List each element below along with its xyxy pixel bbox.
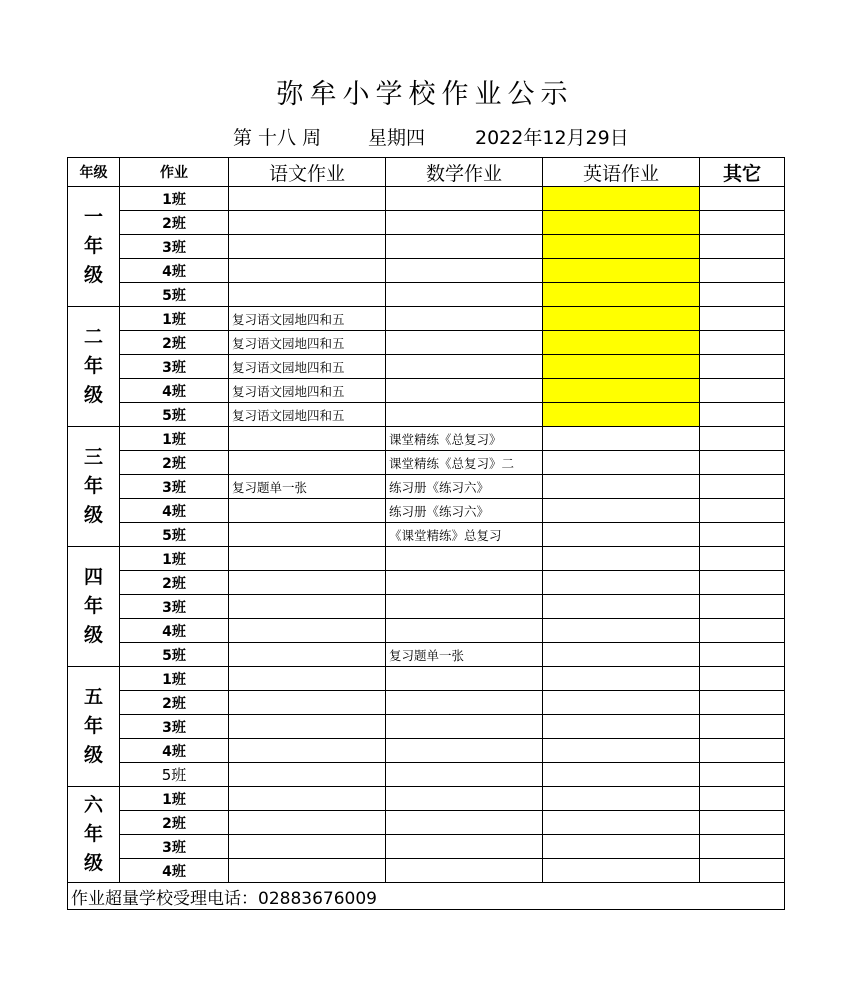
table-row	[68, 451, 785, 475]
other-homework-cell	[700, 619, 785, 643]
math-homework-cell: 《课堂精练》总复习	[386, 523, 543, 547]
chinese-homework-cell	[229, 811, 386, 835]
english-homework-cell	[543, 355, 700, 379]
math-homework-cell	[386, 811, 543, 835]
math-homework-cell	[386, 571, 543, 595]
table-row	[68, 643, 785, 667]
other-homework-cell	[700, 475, 785, 499]
class-cell: 3班	[120, 835, 229, 859]
table-row	[68, 523, 785, 547]
chinese-homework-cell: 复习题单一张	[229, 475, 386, 499]
english-homework-cell	[543, 643, 700, 667]
chinese-homework-cell	[229, 691, 386, 715]
english-homework-cell	[543, 523, 700, 547]
other-homework-cell	[700, 547, 785, 571]
table-row	[68, 331, 785, 355]
other-homework-cell	[700, 379, 785, 403]
class-cell: 4班	[120, 379, 229, 403]
english-homework-cell	[543, 427, 700, 451]
chinese-homework-cell	[229, 235, 386, 259]
class-cell: 1班	[120, 667, 229, 691]
english-homework-cell	[543, 187, 700, 211]
english-homework-cell	[543, 235, 700, 259]
class-cell: 1班	[120, 787, 229, 811]
math-homework-cell	[386, 691, 543, 715]
grade-label-char: 级	[83, 264, 103, 286]
other-homework-cell	[700, 211, 785, 235]
class-cell: 2班	[120, 211, 229, 235]
header-grade: 年级	[68, 158, 120, 187]
chinese-homework-cell	[229, 619, 386, 643]
math-homework-cell	[386, 763, 543, 787]
other-homework-cell	[700, 691, 785, 715]
complaint-hotline: 作业超量学校受理电话：02883676009	[68, 883, 785, 910]
grade-label-char: 二	[83, 326, 103, 348]
table-row	[68, 835, 785, 859]
table-row	[68, 379, 785, 403]
table-row	[68, 571, 785, 595]
math-homework-cell	[386, 307, 543, 331]
class-cell: 5班	[120, 283, 229, 307]
chinese-homework-cell	[229, 787, 386, 811]
table-row	[68, 211, 785, 235]
math-homework-cell	[386, 403, 543, 427]
class-cell: 2班	[120, 691, 229, 715]
grade-label-char: 年	[83, 475, 103, 497]
math-homework-cell	[386, 235, 543, 259]
english-homework-cell	[543, 763, 700, 787]
math-homework-cell	[386, 667, 543, 691]
chinese-homework-cell	[229, 523, 386, 547]
table-row	[68, 859, 785, 883]
table-row	[68, 259, 785, 283]
table-row	[68, 547, 785, 571]
other-homework-cell	[700, 739, 785, 763]
chinese-homework-cell	[229, 835, 386, 859]
chinese-homework-cell: 复习语文园地四和五	[229, 403, 386, 427]
class-cell: 5班	[120, 403, 229, 427]
chinese-homework-cell: 复习语文园地四和五	[229, 307, 386, 331]
chinese-homework-cell	[229, 547, 386, 571]
english-homework-cell	[543, 259, 700, 283]
weekday-label: 星期四	[368, 127, 426, 149]
other-homework-cell	[700, 259, 785, 283]
class-cell: 2班	[120, 571, 229, 595]
math-homework-cell	[386, 835, 543, 859]
grade-label-char: 年	[83, 235, 103, 257]
table-row	[68, 667, 785, 691]
grade-label-char: 级	[83, 384, 103, 406]
math-homework-cell	[386, 283, 543, 307]
table-row	[68, 739, 785, 763]
grade-label-char: 五	[83, 686, 103, 708]
table-row	[68, 235, 785, 259]
math-homework-cell	[386, 259, 543, 283]
chinese-homework-cell: 复习语文园地四和五	[229, 379, 386, 403]
english-homework-cell	[543, 403, 700, 427]
grade-label-char: 年	[83, 595, 103, 617]
grade-label-char: 年	[83, 355, 103, 377]
class-cell: 4班	[120, 859, 229, 883]
chinese-homework-cell	[229, 667, 386, 691]
english-homework-cell	[543, 811, 700, 835]
class-cell: 3班	[120, 595, 229, 619]
grade-label	[68, 187, 120, 307]
table-row	[68, 427, 785, 451]
table-row	[68, 595, 785, 619]
english-homework-cell	[543, 859, 700, 883]
header-row	[68, 158, 785, 187]
english-homework-cell	[543, 787, 700, 811]
math-homework-cell: 练习册《练习六》	[386, 475, 543, 499]
grade-label	[68, 667, 120, 787]
chinese-homework-cell	[229, 595, 386, 619]
other-homework-cell	[700, 763, 785, 787]
chinese-homework-cell: 复习语文园地四和五	[229, 331, 386, 355]
class-cell: 3班	[120, 715, 229, 739]
class-cell: 3班	[120, 475, 229, 499]
table-row	[68, 499, 785, 523]
other-homework-cell	[700, 859, 785, 883]
chinese-homework-cell	[229, 283, 386, 307]
table-row	[68, 307, 785, 331]
math-homework-cell: 复习题单一张	[386, 643, 543, 667]
other-homework-cell	[700, 811, 785, 835]
english-homework-cell	[543, 595, 700, 619]
class-cell: 5班	[120, 643, 229, 667]
other-homework-cell	[700, 427, 785, 451]
header-english: 英语作业	[543, 158, 700, 187]
english-homework-cell	[543, 451, 700, 475]
math-homework-cell	[386, 787, 543, 811]
english-homework-cell	[543, 211, 700, 235]
math-homework-cell	[386, 859, 543, 883]
class-cell: 3班	[120, 355, 229, 379]
class-cell: 5班	[120, 523, 229, 547]
grade-label	[68, 547, 120, 667]
other-homework-cell	[700, 187, 785, 211]
grade-label-char: 年	[83, 823, 103, 845]
math-homework-cell	[386, 331, 543, 355]
other-homework-cell	[700, 595, 785, 619]
date-label: 2022年12月29日	[475, 127, 629, 149]
chinese-homework-cell	[229, 643, 386, 667]
english-homework-cell	[543, 715, 700, 739]
table-row	[68, 187, 785, 211]
other-homework-cell	[700, 835, 785, 859]
table-row	[68, 811, 785, 835]
grade-label-char: 级	[83, 852, 103, 874]
other-homework-cell	[700, 643, 785, 667]
chinese-homework-cell	[229, 499, 386, 523]
other-homework-cell	[700, 451, 785, 475]
english-homework-cell	[543, 499, 700, 523]
math-homework-cell: 课堂精练《总复习》二	[386, 451, 543, 475]
class-cell: 1班	[120, 187, 229, 211]
math-homework-cell: 练习册《练习六》	[386, 499, 543, 523]
english-homework-cell	[543, 739, 700, 763]
table-row	[68, 283, 785, 307]
week-label: 第 十八 周	[233, 127, 322, 149]
math-homework-cell	[386, 739, 543, 763]
class-cell: 4班	[120, 259, 229, 283]
english-homework-cell	[543, 619, 700, 643]
math-homework-cell	[386, 715, 543, 739]
english-homework-cell	[543, 691, 700, 715]
grade-label-char: 级	[83, 744, 103, 766]
english-homework-cell	[543, 547, 700, 571]
chinese-homework-cell: 复习语文园地四和五	[229, 355, 386, 379]
grade-label-char: 三	[83, 446, 103, 468]
grade-label-char: 年	[83, 715, 103, 737]
header-chinese: 语文作业	[229, 158, 386, 187]
table-row	[68, 691, 785, 715]
class-cell: 2班	[120, 331, 229, 355]
other-homework-cell	[700, 307, 785, 331]
grade-label	[68, 307, 120, 427]
english-homework-cell	[543, 571, 700, 595]
other-homework-cell	[700, 523, 785, 547]
class-cell: 1班	[120, 307, 229, 331]
other-homework-cell	[700, 235, 785, 259]
other-homework-cell	[700, 331, 785, 355]
english-homework-cell	[543, 667, 700, 691]
english-homework-cell	[543, 307, 700, 331]
other-homework-cell	[700, 499, 785, 523]
english-homework-cell	[543, 475, 700, 499]
table-row	[68, 355, 785, 379]
other-homework-cell	[700, 667, 785, 691]
chinese-homework-cell	[229, 571, 386, 595]
grade-label-char: 级	[83, 504, 103, 526]
other-homework-cell	[700, 715, 785, 739]
other-homework-cell	[700, 403, 785, 427]
table-row	[68, 763, 785, 787]
math-homework-cell	[386, 187, 543, 211]
class-cell: 1班	[120, 547, 229, 571]
grade-label	[68, 787, 120, 883]
class-cell: 2班	[120, 811, 229, 835]
english-homework-cell	[543, 331, 700, 355]
english-homework-cell	[543, 835, 700, 859]
chinese-homework-cell	[229, 211, 386, 235]
math-homework-cell	[386, 211, 543, 235]
grade-label-char: 六	[83, 794, 103, 816]
page-title: 弥牟小学校作业公示	[276, 79, 574, 110]
chinese-homework-cell	[229, 859, 386, 883]
class-cell: 4班	[120, 739, 229, 763]
grade-label	[68, 427, 120, 547]
chinese-homework-cell	[229, 427, 386, 451]
math-homework-cell	[386, 355, 543, 379]
table-row	[68, 619, 785, 643]
homework-table	[67, 157, 785, 910]
other-homework-cell	[700, 283, 785, 307]
class-cell: 1班	[120, 427, 229, 451]
table-row	[68, 715, 785, 739]
other-homework-cell	[700, 355, 785, 379]
header-math: 数学作业	[386, 158, 543, 187]
class-cell: 5班	[120, 763, 229, 787]
other-homework-cell	[700, 571, 785, 595]
table-row	[68, 787, 785, 811]
chinese-homework-cell	[229, 763, 386, 787]
math-homework-cell: 课堂精练《总复习》	[386, 427, 543, 451]
chinese-homework-cell	[229, 715, 386, 739]
other-homework-cell	[700, 787, 785, 811]
chinese-homework-cell	[229, 259, 386, 283]
class-cell: 4班	[120, 619, 229, 643]
header-other: 其它	[700, 158, 785, 187]
math-homework-cell	[386, 547, 543, 571]
math-homework-cell	[386, 619, 543, 643]
table-row	[68, 475, 785, 499]
english-homework-cell	[543, 283, 700, 307]
grade-label-char: 四	[83, 566, 103, 588]
english-homework-cell	[543, 379, 700, 403]
class-cell: 2班	[120, 451, 229, 475]
chinese-homework-cell	[229, 739, 386, 763]
header-homework: 作业	[120, 158, 229, 187]
class-cell: 3班	[120, 235, 229, 259]
table-row	[68, 403, 785, 427]
math-homework-cell	[386, 379, 543, 403]
grade-label-char: 级	[83, 624, 103, 646]
class-cell: 4班	[120, 499, 229, 523]
grade-label-char: 一	[83, 206, 103, 228]
math-homework-cell	[386, 595, 543, 619]
chinese-homework-cell	[229, 187, 386, 211]
footer-row	[68, 883, 785, 910]
chinese-homework-cell	[229, 451, 386, 475]
